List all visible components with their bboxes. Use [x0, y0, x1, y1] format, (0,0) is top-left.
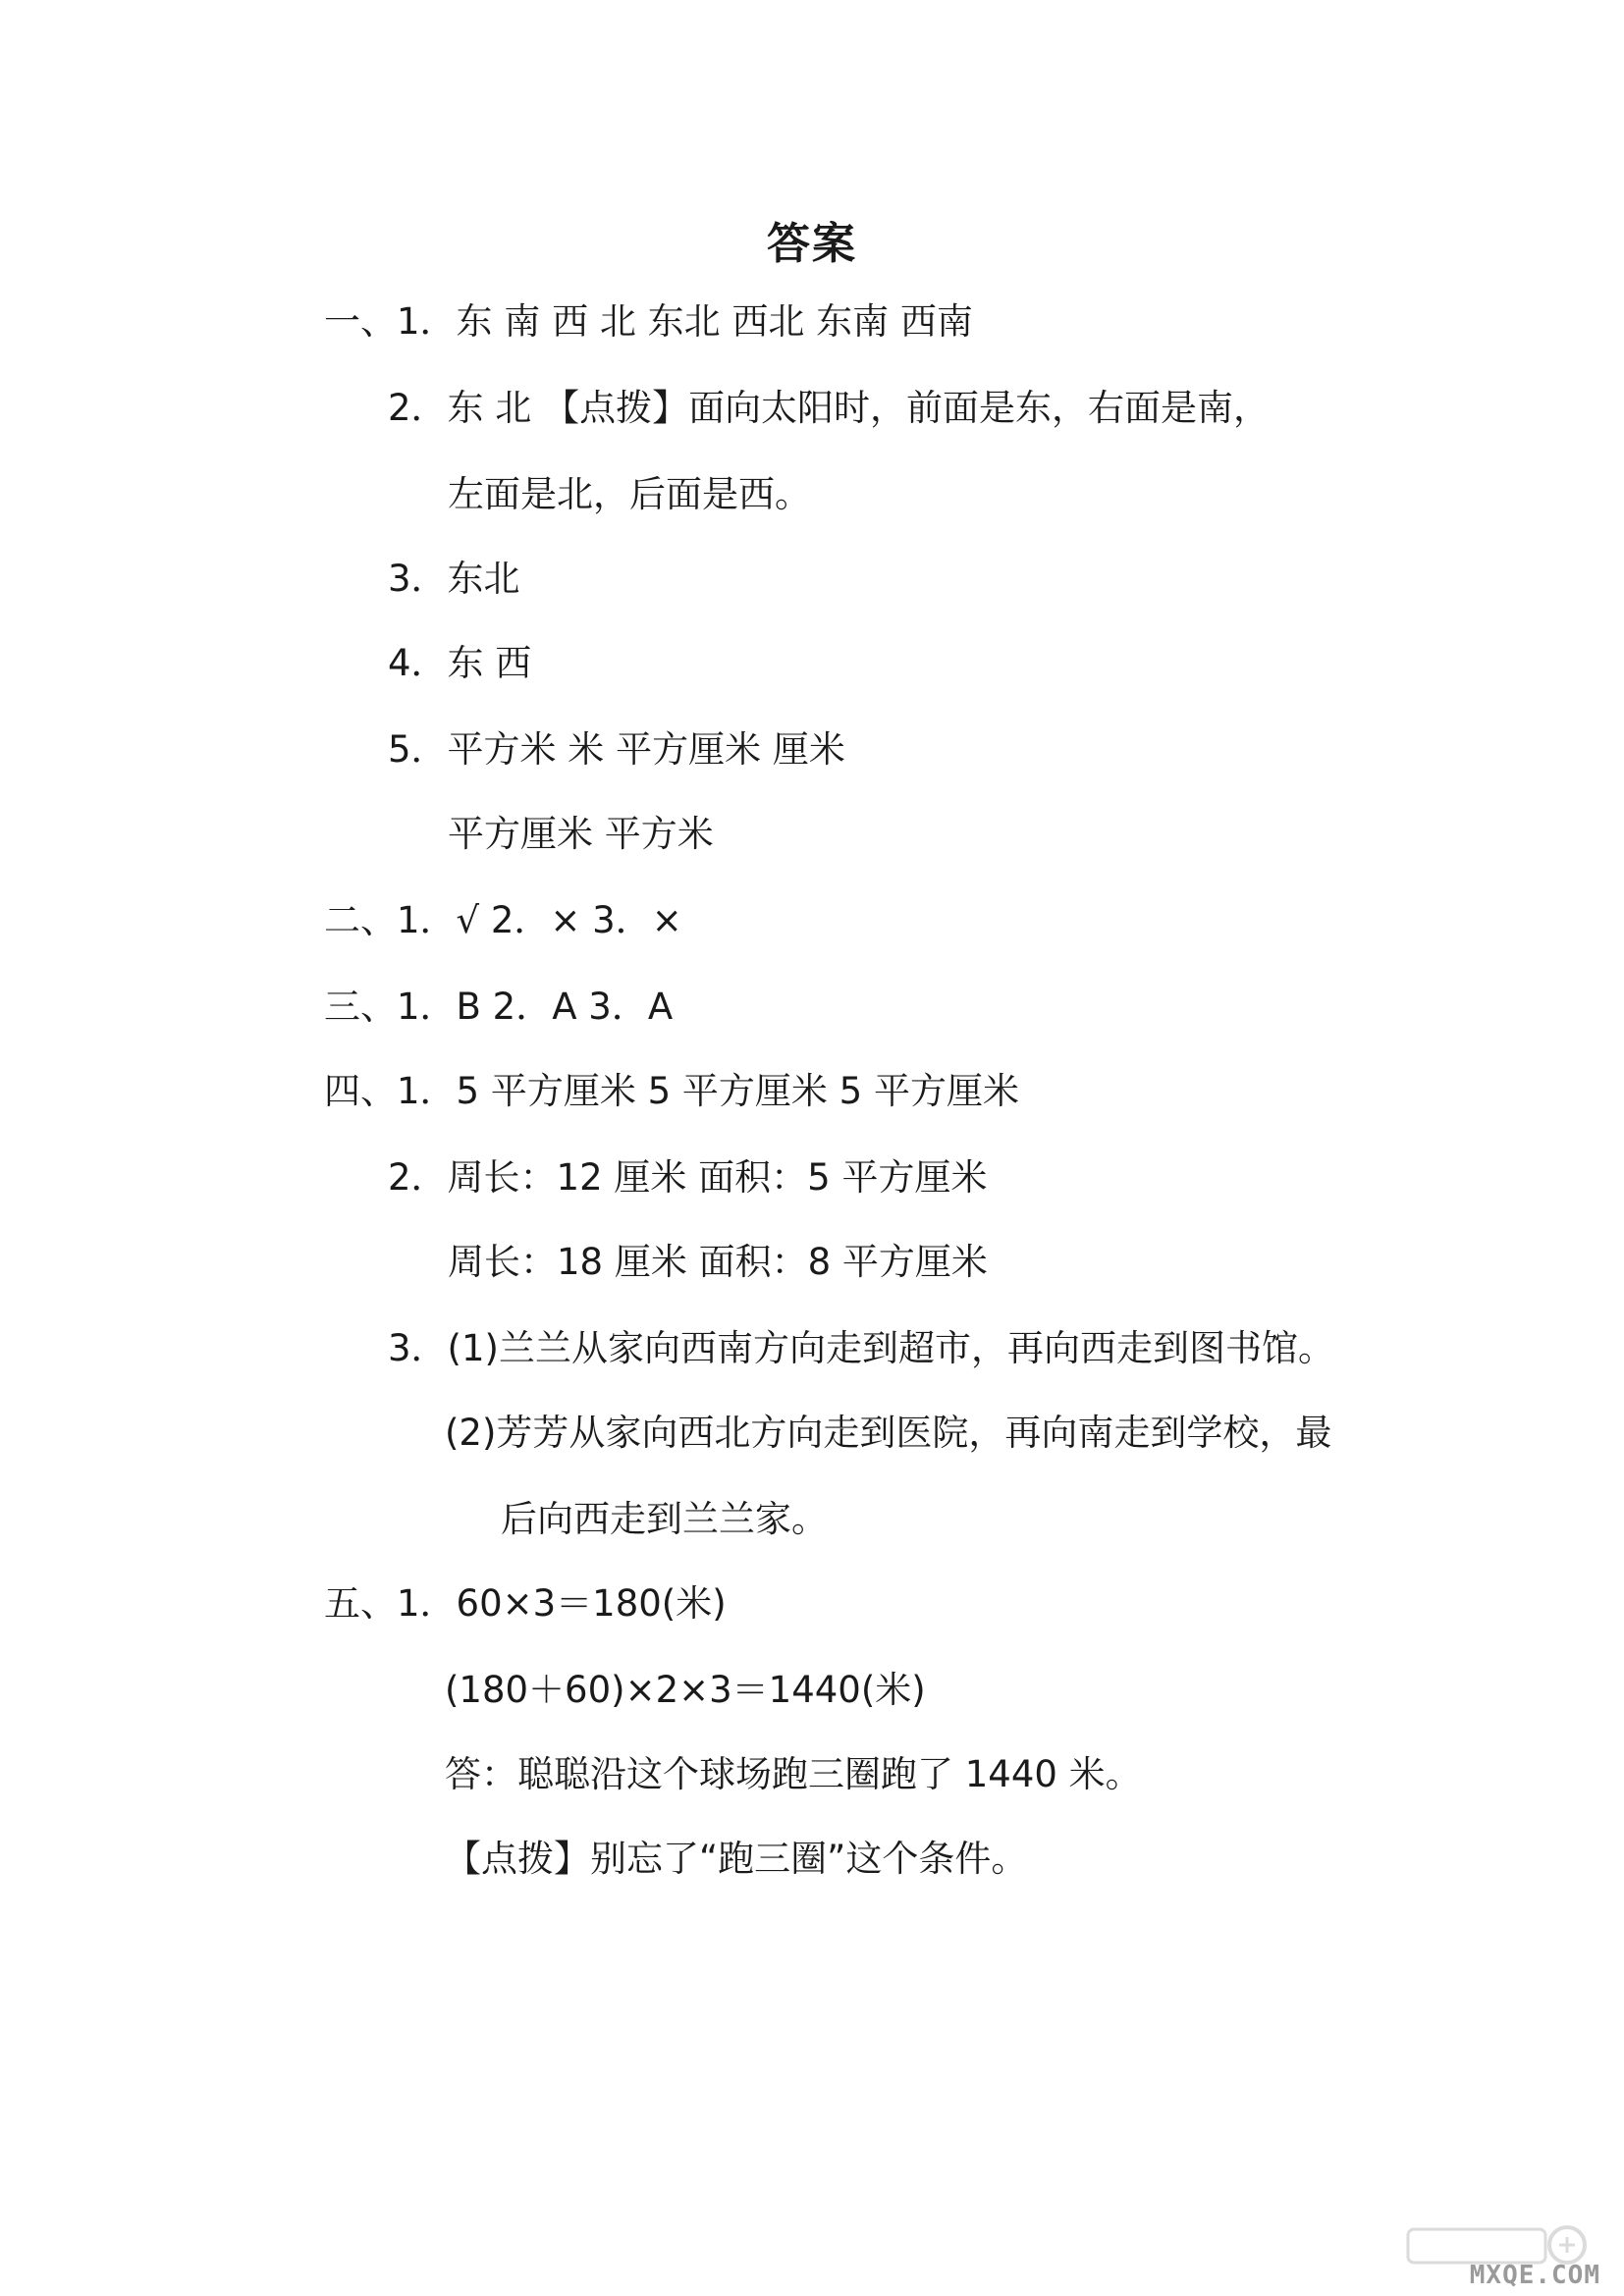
answer-line-1-1: 一、1．东 南 西 北 东北 西北 东南 西南: [324, 300, 973, 343]
answer-line-5-2: (180＋60)×2×3＝1440(米): [445, 1669, 926, 1711]
answer-line-4-3-2: (2)芳芳从家向西北方向走到医院，再向南走到学校，最: [445, 1412, 1332, 1454]
answer-line-2: 二、1．√ 2．× 3．×: [324, 899, 682, 941]
answer-line-1-2: 2．东 北 【点拨】面向太阳时，前面是东，右面是南，: [388, 387, 1271, 429]
answer-line-1-3: 3．东北: [388, 558, 520, 600]
answer-line-5-1: 五、1．60×3＝180(米): [324, 1582, 727, 1625]
watermark-text: MXQE.COM: [1469, 2261, 1600, 2290]
answer-line-4-2-cont: 周长：18 厘米 面积：8 平方厘米: [448, 1241, 988, 1283]
answer-line-1-5-cont: 平方厘米 平方米: [448, 813, 714, 855]
answer-line-4-3-2-cont: 后向西走到兰兰家。: [501, 1498, 828, 1540]
answer-line-5-3: 答：聪聪沿这个球场跑三圈跑了 1440 米。: [445, 1753, 1142, 1795]
answer-line-1-4: 4．东 西: [388, 642, 532, 684]
answer-line-3: 三、1．B 2．A 3．A: [324, 986, 674, 1028]
answer-line-1-2-cont: 左面是北，后面是西。: [448, 473, 811, 515]
answer-line-1-5: 5．平方米 米 平方厘米 厘米: [388, 728, 845, 771]
answer-line-4-2: 2．周长：12 厘米 面积：5 平方厘米: [388, 1156, 988, 1199]
answer-line-4-1: 四、1．5 平方厘米 5 平方厘米 5 平方厘米: [324, 1070, 1019, 1112]
answer-line-4-3: 3．(1)兰兰从家向西南方向走到超市，再向西走到图书馆。: [388, 1327, 1334, 1369]
answer-line-5-tip: 【点拨】别忘了“跑三圈”这个条件。: [445, 1838, 1028, 1880]
page-title: 答案: [767, 219, 857, 269]
